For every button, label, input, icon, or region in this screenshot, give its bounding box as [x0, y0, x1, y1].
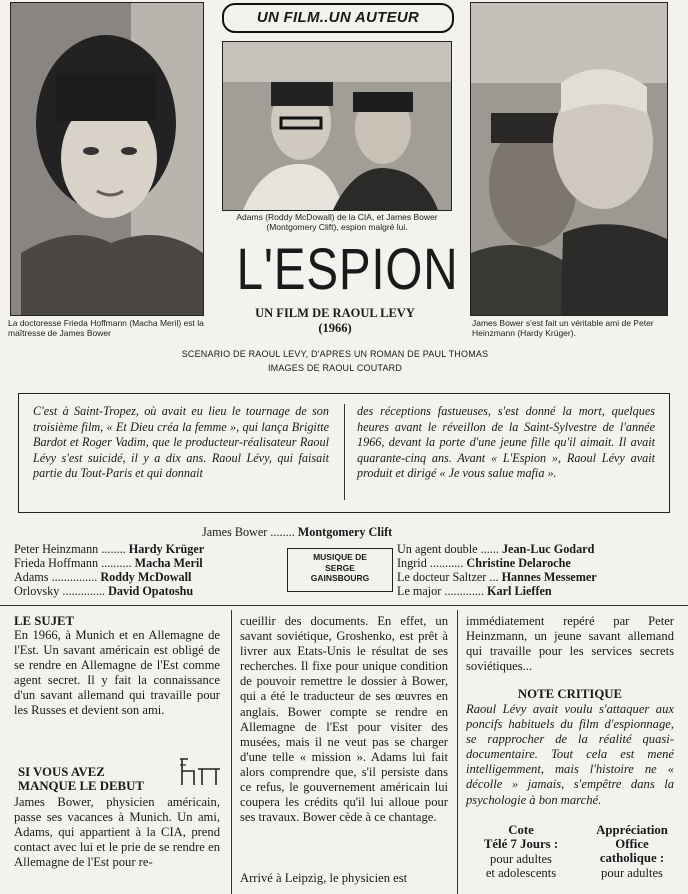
film-year: (1966)	[318, 321, 352, 335]
cast-row	[14, 570, 191, 584]
cast-row	[397, 556, 571, 570]
cast-role: Le major	[397, 584, 442, 598]
article-column-2-end: Arrivé à Leipzig, le physicien est	[240, 871, 408, 885]
music-label: MUSIQUE DE	[313, 552, 367, 562]
debut-heading-line2: MANQUE LE DEBUT	[18, 779, 144, 793]
cast-role: Frieda Hoffmann	[14, 556, 99, 570]
music-composer-last: GAINSBOURG	[310, 573, 370, 583]
cote-value	[467, 852, 575, 880]
intro-box	[18, 393, 670, 513]
intro-left-text: C'est à Saint-Tropez, où avait eu lieu le tournage de son troisième film, « Et Dieu créa la femme », qui lança Brigitte Bardot et Roger Vadim, que le producteur-réalisateur Raoul Lévy s'est suicidé, il y a dix ans. Raoul Lévy, qui faisait partie du Tout-Paris et qui donnait	[33, 404, 329, 481]
intro-right-text: des réceptions fastueuses, s'est donné la mort, quelques heures avant le réveillon de la Saint-Sylvestre de l'année 1966, devant la porte d'une jeune fille qu'il aimait. Il avait quarante-cinq ans. Avant « L'Espion », Raoul Lévy avait produit et dirigé « Je vous salue mafia ».	[357, 404, 655, 481]
cast-actor: David Opatoshu	[108, 584, 194, 598]
film-director: UN FILM DE RAOUL LEVY	[255, 306, 415, 320]
cast-role: Ingrid	[397, 556, 427, 570]
left-photo	[10, 2, 204, 316]
cast-dots: ...........	[429, 556, 464, 570]
office-heading	[580, 823, 684, 865]
cast-actor: Christine Delaroche	[466, 556, 571, 570]
column-rule	[231, 610, 232, 894]
cote-heading	[467, 823, 575, 851]
office-heading-line2: Office	[615, 837, 649, 851]
debut-heading-line1: SI VOUS AVEZ	[18, 765, 105, 779]
right-photo-caption: James Bower s'est fait un véritable ami de Peter Heinzmann (Hardy Krüger).	[472, 318, 654, 338]
cast-dots: ...............	[51, 570, 98, 584]
images-credit: IMAGES DE RAOUL COUTARD	[267, 363, 403, 373]
office-heading-line3: catholique :	[599, 851, 665, 865]
right-photo	[470, 2, 668, 316]
cast-lead	[202, 525, 392, 539]
cast-dots: ..........	[101, 556, 132, 570]
chair-table-icon	[178, 757, 222, 787]
cast-actor: Hannes Messemer	[501, 570, 597, 584]
music-composer-first: SERGE	[325, 562, 355, 573]
intro-divider	[344, 404, 345, 500]
cast-dots: ..............	[62, 584, 106, 598]
cast-role: Adams	[14, 570, 49, 584]
left-photo-caption: La doctoresse Frieda Hoffmann (Macha Meril) est la maîtresse de James Bower	[8, 318, 204, 338]
cast-dots: .............	[444, 584, 484, 598]
center-photo	[222, 41, 452, 211]
scenario-credit: SCENARIO DE RAOUL LEVY, D'APRES UN ROMAN DE PAUL THOMAS	[181, 349, 489, 359]
film-title: L'ESPION	[236, 237, 459, 302]
cast-actor: Roddy McDowall	[100, 570, 192, 584]
critique-text: Raoul Lévy avait voulu s'attaquer aux poncifs habituels du film d'espionnage, se rapprocher de la réalité quasi-documentaire. Tout cela est mené intelligemment, mais l'histoire ne « décolle » jamais, s'empêtre dans la psychologie à bon marché.	[466, 702, 674, 807]
cote-value-line1: pour adultes	[490, 852, 552, 866]
cast-dots: ......	[480, 542, 499, 556]
cast-row	[397, 584, 552, 598]
cote-heading-line2: Télé 7 Jours :	[483, 837, 559, 851]
section-rule	[0, 605, 688, 606]
article-column-2: cueillir des documents. En effet, un savant soviétique, Groshenko, est prêt à livrer aux Etats-Unis le résultat de ses recherches. Il fixe pour unique condition de pouvoir remettre le dossier à Bower, qui a été le traducteur de ses œuvres en anglais. Bower compte se rendre en Allemagne de l'Est pour visiter des musées, mais il ne veut pas se charger d'une telle « mission ». Adams lui fait alors comprendre que, s'il persiste dans ce refus, le gouvernement américain lui coupera les crédits qu'il lui alloue pour ses travaux. Bower cède à ce chantage.	[240, 614, 448, 825]
debut-text: James Bower, physicien américain, passe ses vacances à Munich. Un ami, Adams, qui appartient à la CIA, prend contact avec lui et le prie de se rendre en Allemagne de l'Est pour re-	[14, 795, 220, 870]
cast-role: Un agent double	[397, 542, 478, 556]
cast-actor: Karl Lieffen	[487, 584, 552, 598]
cast-role: Orlovsky	[14, 584, 60, 598]
cast-actor: Montgomery Clift	[297, 525, 393, 539]
cast-actor: Jean-Luc Godard	[501, 542, 595, 556]
cast-row	[14, 556, 203, 570]
cast-actor: Hardy Krüger	[128, 542, 205, 556]
cast-role: Le docteur Saltzer	[397, 570, 487, 584]
center-photo-caption: Adams (Roddy McDowall) de la CIA, et James Bower (Montgomery Clift), espion malgré lui.	[236, 212, 438, 232]
music-credit-box	[287, 548, 393, 592]
office-value: pour adultes	[601, 866, 663, 880]
critique-heading: NOTE CRITIQUE	[517, 687, 623, 701]
column-rule	[457, 610, 458, 894]
cast-row	[397, 542, 594, 556]
cast-row	[14, 584, 193, 598]
cast-dots: ........	[270, 525, 295, 539]
cast-row	[14, 542, 204, 556]
cast-dots: ........	[101, 542, 126, 556]
office-heading-line1: Appréciation	[596, 823, 668, 837]
cast-role: Peter Heinzmann	[14, 542, 99, 556]
cote-value-line2: et adolescents	[485, 866, 557, 880]
cast-role: James Bower	[202, 525, 268, 539]
cast-dots: ...	[489, 570, 499, 584]
sujet-heading: LE SUJET	[14, 614, 75, 628]
cast-row	[397, 570, 597, 584]
cast-actor: Macha Meril	[134, 556, 203, 570]
article-column-3: immédiatement repéré par Peter Heinzmann, un jeune savant allemand qui travaille pour les services secrets soviétiques...	[466, 614, 674, 674]
section-banner: UN FILM..UN AUTEUR	[222, 3, 454, 33]
sujet-text: En 1966, à Munich et en Allemagne de l'Est. Un savant américain est obligé de se rendre en Allemagne de l'Est comme agent secret. Il y fait la connaissance d'un savant allemand qui travaille pour les Russes et devient son ami.	[14, 628, 220, 718]
article-column-1	[14, 614, 220, 719]
cote-heading-line1: Cote	[508, 823, 534, 837]
